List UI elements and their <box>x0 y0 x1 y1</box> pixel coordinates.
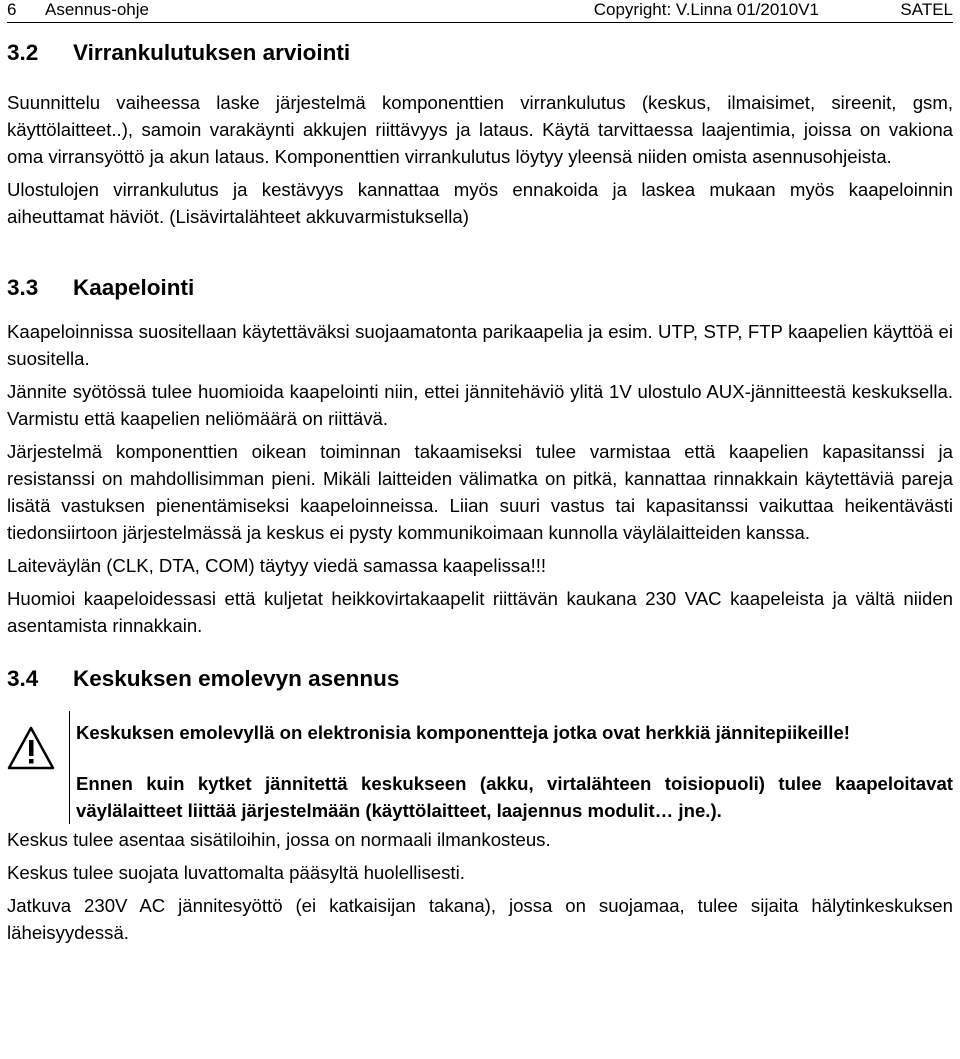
paragraph: Keskus tulee asentaa sisätiloihin, jossa on normaali ilmankosteus. <box>7 829 551 850</box>
header-center <box>45 0 893 20</box>
page-header <box>7 0 953 23</box>
paragraph: Kaapeloinnissa suositellaan käytettäväksi suojaamatonta parikaapelia ja esim. UTP, STP, FTP kaapelien käyttöä ei suositella. <box>7 321 953 369</box>
page-number: 6 <box>7 0 17 19</box>
section-title: Virrankulutuksen arviointi <box>73 40 351 65</box>
paragraph: Järjestelmä komponenttien oikean toiminnan takaamiseksi tulee varmistaa että kaapelien kapasitanssi ja resistanssi on mahdollisimman pieni. Mikäli laitteiden välimatka on pitkä, kannattaa rinnakkain käytettäviä pareja lisätä vastuksen pienentämiseksi kaapeloinneissa. Liian suuri vastus tai kapasitanssi vaikuttaa heikentävästi tiedonsiirtoon järjestelmässä ja keskus ei pysty kommunikoimaan kunnolla väylälaitteiden kanssa. <box>7 441 953 543</box>
doc-title: Asennus-ohje <box>45 0 149 19</box>
paragraph: Laiteväylän (CLK, DTA, COM) täytyy viedä samassa kaapelissa!!! <box>7 555 547 576</box>
warning-text: Ennen kuin kytket jännitettä keskukseen (akku, virtalähteen toisiopuoli) tulee kaapeloitavat väylälaitteet liittää järjestelmään (käyttölaitteet, laajennus modulit… jne.). <box>76 773 953 821</box>
paragraph: Suunnittelu vaiheessa laske järjestelmä komponenttien virrankulutus (keskus, ilmaisimet, sireenit, gsm, käyttölaitteet..), samoin varakäynti akkujen riittävyys ja lataus. Käytä tarvittaessa laajentimia, joissa on vakiona oma virransyöttö ja akun lataus. Komponenttien virrankulutus löytyy yleensä niiden omista asennusohjeista. <box>7 92 953 167</box>
warning-text: Keskuksen emolevyllä on elektronisia komponentteja jotka ovat herkkiä jännitepiikeille! <box>76 722 850 743</box>
copyright: Copyright: V.Linna 01/2010V1 <box>593 0 819 19</box>
brand: SATEL <box>900 0 953 19</box>
section-title: Keskuksen emolevyn asennus <box>73 666 400 691</box>
paragraph: Jatkuva 230V AC jännitesyöttö (ei katkaisijan takana), jossa on suojamaa, tulee sijaita hälytinkeskuksen läheisyydessä. <box>7 895 953 943</box>
paragraph: Ulostulojen virrankulutus ja kestävyys kannattaa myös ennakoida ja laskea mukaan myös kaapeloinnin aiheuttamat häviöt. (Lisävirtalähteet akkuvarmistuksella) <box>7 179 953 227</box>
section-heading-3-4 <box>7 665 953 693</box>
section-number: 3.3 <box>7 275 39 300</box>
section-heading-3-2 <box>7 39 953 67</box>
paragraph: Huomioi kaapeloidessasi että kuljetat heikkovirtakaapelit riittävän kaukana 230 VAC kaapeleista ja vältä niiden asentamista rinnakkain. <box>7 588 953 636</box>
warning-text-area <box>69 711 953 824</box>
warning-triangle-icon <box>7 711 69 776</box>
section-heading-3-3 <box>7 274 953 302</box>
document-page <box>7 0 953 946</box>
section-title: Kaapelointi <box>73 275 195 300</box>
paragraph: Jännite syötössä tulee huomioida kaapelointi niin, ettei jännitehäviö ylitä 1V ulostulo AUX-jännitteestä keskuksella. Varmistu että kaapelien neliömäärä on riittävä. <box>7 381 953 429</box>
paragraph: Keskus tulee suojata luvattomalta pääsyltä huolellisesti. <box>7 862 465 883</box>
section-number: 3.2 <box>7 40 39 65</box>
warning-block <box>7 711 953 824</box>
section-number: 3.4 <box>7 666 39 691</box>
